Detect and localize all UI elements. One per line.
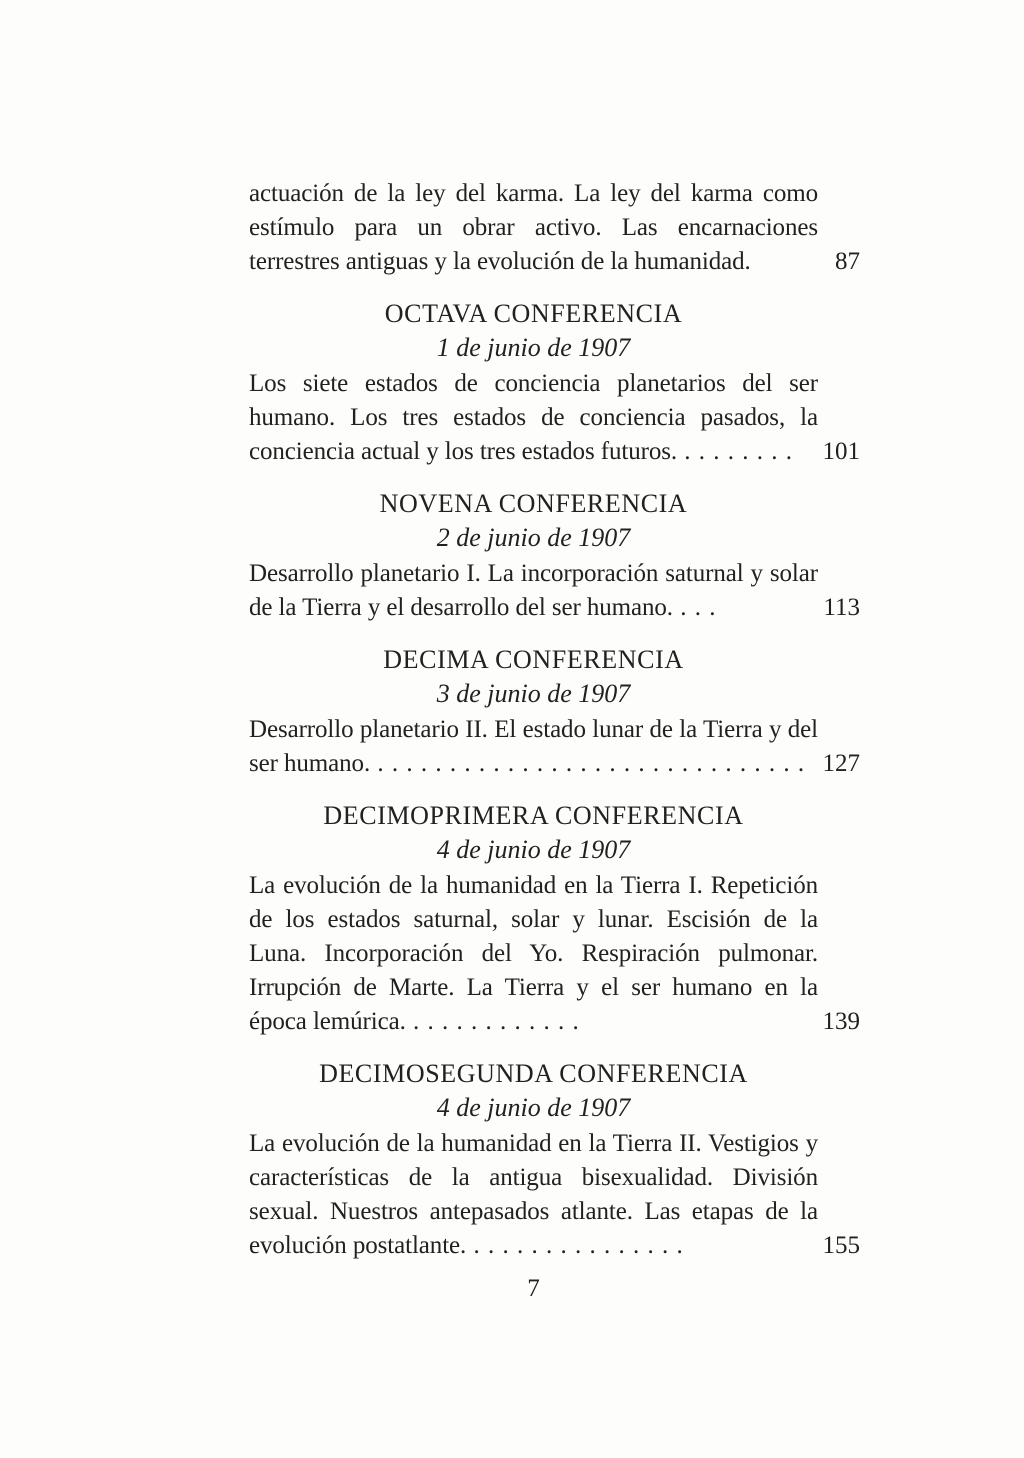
- page-number: 127: [822, 750, 860, 777]
- section-title: NOVENA CONFERENCIA: [379, 489, 688, 518]
- dot-leader: . . .: [672, 594, 717, 621]
- section-date: 4 de junio de 1907: [436, 835, 631, 864]
- table-of-contents: [249, 177, 860, 1263]
- dot-leader: . . . . . . . . . . . . . . .: [466, 1232, 684, 1259]
- toc-entry-text: actuación de la ley del karma. La ley del karma como estímulo para un obrar activo. Las encarnaciones terrestres antiguas y la evolución de la humanidad.: [249, 180, 818, 275]
- page-number: 101: [822, 438, 860, 465]
- page-number: 87: [835, 248, 860, 275]
- section-date: 4 de junio de 1907: [436, 1093, 631, 1122]
- section-date: 2 de junio de 1907: [436, 523, 631, 552]
- toc-section: [249, 487, 860, 625]
- dot-leader: . . . . . . . . . . . . . . . . . . . . . . . . . . . . . .: [370, 750, 806, 777]
- section-date: 1 de junio de 1907: [436, 333, 631, 362]
- dot-leader: . . . . . . . .: [677, 438, 793, 465]
- toc-section: [249, 799, 860, 1039]
- toc-entry: [249, 367, 860, 469]
- section-title: DECIMA CONFERENCIA: [383, 645, 684, 674]
- section-date: 3 de junio de 1907: [436, 679, 631, 708]
- toc-entry-text: La evolución de la humanidad en la Tierra II. Vestigios y características de la antigua bisexualidad. División sexual. Nuestros antepasados atlante. Las etapas de la evolución postatlante.: [249, 1130, 818, 1259]
- dot-leader: . . . . . . . . . . . .: [405, 1008, 580, 1035]
- section-title: OCTAVA CONFERENCIA: [384, 299, 683, 328]
- toc-entry: [249, 557, 860, 625]
- section-title: DECIMOPRIMERA CONFERENCIA: [323, 801, 744, 830]
- toc-entry-text: Desarrollo planetario II. El estado lunar de la Tierra y del ser humano.: [249, 716, 818, 777]
- toc-entry-text: Los siete estados de conciencia planetarios del ser humano. Los tres estados de conciencia pasados, la conciencia actual y los tres estados futuros.: [249, 370, 818, 465]
- toc-section: [249, 297, 860, 469]
- section-title: DECIMOSEGUNDA CONFERENCIA: [319, 1059, 748, 1088]
- page-number: 139: [822, 1008, 860, 1035]
- page-folio: 7: [527, 1275, 540, 1302]
- toc-section: [249, 1057, 860, 1263]
- toc-entry-continuation: [249, 177, 860, 279]
- toc-entry-text: La evolución de la humanidad en la Tierra I. Repetición de los estados saturnal, solar y lunar. Escisión de la Luna. Incorporación del Yo. Respiración pulmonar. Irrupción de Marte. La Tierra y el ser humano en la época lemúrica.: [249, 872, 818, 1035]
- toc-entry: [249, 869, 860, 1039]
- page-number: 155: [822, 1232, 860, 1259]
- page-number: 113: [823, 594, 860, 621]
- toc-entry: [249, 1127, 860, 1263]
- toc-entry-text: Desarrollo planetario I. La incorporación saturnal y solar de la Tierra y el desarrollo del ser humano.: [249, 560, 818, 621]
- toc-section: [249, 643, 860, 781]
- toc-entry: [249, 713, 860, 781]
